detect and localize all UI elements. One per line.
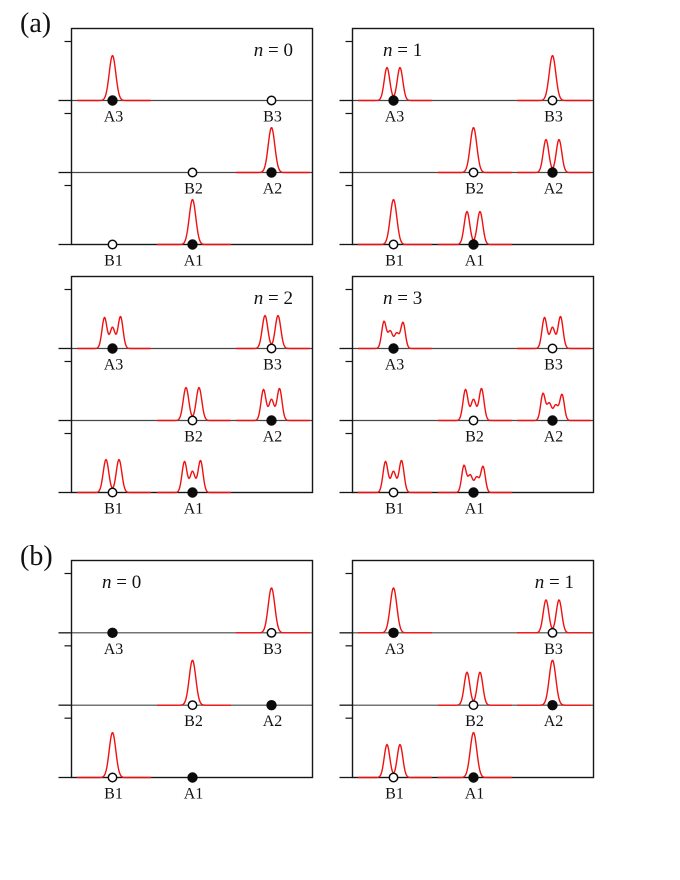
- site-marker-filled-a3: [107, 343, 117, 353]
- wavefunction-curve-a2: [518, 660, 591, 705]
- site-label-a1: A1: [183, 252, 204, 270]
- site-marker-filled-a1: [468, 239, 478, 249]
- site-label-a3: A3: [103, 640, 124, 658]
- panel-a-n2: [55, 275, 316, 525]
- wavefunction-curve-b1: [78, 733, 151, 778]
- step-label-value: 2: [283, 288, 293, 309]
- step-label-eq: =: [544, 572, 565, 593]
- site-marker-filled-a1: [468, 772, 478, 782]
- site-label-b2: B2: [465, 428, 484, 446]
- step-label-var: n: [383, 40, 393, 61]
- site-label-b3: B3: [263, 108, 282, 126]
- step-label-var: n: [102, 572, 112, 593]
- site-marker-filled-a3: [388, 95, 398, 105]
- site-label-b2: B2: [465, 180, 484, 198]
- step-label-eq: =: [392, 40, 413, 61]
- site-label-a2: A2: [543, 180, 564, 198]
- site-marker-filled-a2: [266, 167, 276, 177]
- step-label-var: n: [534, 572, 545, 593]
- step-label-b-n0: [102, 573, 141, 592]
- site-label-a2: A2: [543, 713, 564, 731]
- site-marker-open-b3: [267, 344, 275, 352]
- site-marker-open-b2: [469, 416, 477, 424]
- step-label-value: 3: [412, 288, 423, 309]
- site-marker-filled-a1: [468, 487, 478, 497]
- site-marker-open-b1: [389, 240, 397, 248]
- site-label-b1: B1: [385, 500, 404, 518]
- site-label-b1: B1: [104, 785, 123, 803]
- panel-plot-a-n3: [336, 275, 597, 525]
- step-label-eq: =: [263, 40, 284, 61]
- site-label-b2: B2: [184, 713, 203, 731]
- site-marker-filled-a2: [547, 415, 557, 425]
- site-label-a1: A1: [464, 785, 485, 803]
- panel-border: [72, 561, 313, 778]
- site-marker-open-b1: [108, 773, 116, 781]
- site-marker-open-b3: [267, 629, 275, 637]
- wavefunction-curve-b3: [237, 315, 310, 348]
- panel-plot-a-n0: [55, 27, 316, 277]
- panel-a-n1: [336, 27, 597, 277]
- wavefunction-curve-a1: [158, 200, 231, 245]
- panel-border: [353, 561, 594, 778]
- wavefunction-curve-a1: [439, 733, 512, 778]
- site-marker-open-b3: [548, 629, 556, 637]
- wavefunction-curve-b2: [439, 672, 512, 705]
- site-marker-open-b2: [469, 701, 477, 709]
- panel-plot-a-n2: [55, 275, 316, 525]
- step-label-eq: =: [111, 572, 132, 593]
- step-label-a-n3: [383, 289, 422, 308]
- site-label-a1: A1: [183, 785, 204, 803]
- wavefunction-curve-b1: [359, 745, 432, 778]
- site-marker-filled-a3: [107, 628, 117, 638]
- panel-plot-b-n0: [55, 559, 316, 810]
- step-label-a-n1: [383, 41, 422, 60]
- step-label-b-n1: [535, 573, 574, 592]
- wavefunction-curve-b2: [158, 660, 231, 705]
- wavefunction-curve-b1: [359, 460, 432, 492]
- site-label-b1: B1: [385, 785, 404, 803]
- step-label-eq: =: [392, 288, 413, 309]
- wavefunction-curve-a3: [359, 588, 432, 633]
- site-label-b3: B3: [263, 356, 282, 374]
- site-marker-open-b2: [469, 168, 477, 176]
- step-label-value: 1: [412, 40, 423, 61]
- site-marker-filled-a2: [266, 700, 276, 710]
- wavefunction-curve-a2: [237, 128, 310, 173]
- panel-a-n3: [336, 275, 597, 525]
- panel-b-n0: [55, 559, 316, 810]
- step-label-a-n0: [254, 41, 293, 60]
- wavefunction-curve-b3: [518, 600, 591, 633]
- panel-plot-a-n1: [336, 27, 597, 277]
- wavefunction-curve-b3: [518, 316, 591, 348]
- site-label-b3: B3: [544, 640, 563, 658]
- wavefunction-curve-a3: [78, 56, 151, 101]
- step-label-var: n: [253, 40, 264, 61]
- site-marker-filled-a3: [388, 628, 398, 638]
- step-label-value: 1: [564, 572, 574, 593]
- site-marker-filled-a2: [266, 415, 276, 425]
- panel-plot-b-n1: [336, 559, 597, 810]
- site-label-a2: A2: [262, 713, 283, 731]
- site-marker-filled-a2: [547, 700, 557, 710]
- site-label-a3: A3: [103, 108, 124, 126]
- site-label-a2: A2: [262, 180, 283, 198]
- step-label-a-n2: [254, 289, 293, 308]
- site-label-a1: A1: [464, 500, 485, 518]
- section-label-a: (a): [20, 8, 52, 39]
- site-label-b2: B2: [184, 180, 203, 198]
- site-label-b2: B2: [184, 428, 203, 446]
- site-label-b1: B1: [385, 252, 404, 270]
- site-label-a3: A3: [384, 640, 405, 658]
- step-label-eq: =: [263, 288, 284, 309]
- step-label-var: n: [383, 288, 393, 309]
- wavefunction-curve-b2: [158, 388, 231, 421]
- wavefunction-curve-b2: [439, 388, 512, 420]
- wavefunction-curve-b3: [518, 56, 591, 101]
- step-label-var: n: [253, 288, 264, 309]
- panel-b-n1: [336, 559, 597, 810]
- site-marker-filled-a3: [388, 343, 398, 353]
- site-label-b3: B3: [263, 640, 282, 658]
- site-marker-open-b1: [389, 488, 397, 496]
- step-label-value: 0: [283, 40, 293, 61]
- site-label-b1: B1: [104, 500, 123, 518]
- site-marker-filled-a1: [187, 487, 197, 497]
- site-label-a2: A2: [262, 428, 283, 446]
- site-marker-open-b3: [548, 96, 556, 104]
- panel-a-n0: [55, 27, 316, 277]
- site-marker-open-b3: [548, 344, 556, 352]
- site-marker-filled-a3: [107, 95, 117, 105]
- site-label-a3: A3: [103, 356, 124, 374]
- site-label-b2: B2: [465, 713, 484, 731]
- site-label-b3: B3: [544, 356, 563, 374]
- site-marker-open-b1: [108, 488, 116, 496]
- site-label-a3: A3: [384, 356, 405, 374]
- site-marker-filled-a1: [187, 772, 197, 782]
- wavefunction-curve-b1: [359, 200, 432, 245]
- site-label-a1: A1: [183, 500, 204, 518]
- wavefunction-curve-b1: [78, 460, 151, 493]
- site-label-b3: B3: [544, 108, 563, 126]
- site-marker-open-b1: [108, 240, 116, 248]
- site-marker-open-b2: [188, 701, 196, 709]
- site-label-a1: A1: [464, 252, 485, 270]
- site-marker-open-b3: [267, 96, 275, 104]
- wavefunction-curve-b3: [237, 588, 310, 633]
- site-marker-open-b1: [389, 773, 397, 781]
- site-label-b1: B1: [104, 252, 123, 270]
- site-label-a2: A2: [543, 428, 564, 446]
- site-marker-filled-a2: [547, 167, 557, 177]
- site-marker-open-b2: [188, 168, 196, 176]
- site-marker-filled-a1: [187, 239, 197, 249]
- site-marker-open-b2: [188, 416, 196, 424]
- wavefunction-curve-b2: [439, 128, 512, 173]
- section-label-b: (b): [20, 541, 53, 572]
- step-label-value: 0: [131, 572, 142, 593]
- site-label-a3: A3: [384, 108, 405, 126]
